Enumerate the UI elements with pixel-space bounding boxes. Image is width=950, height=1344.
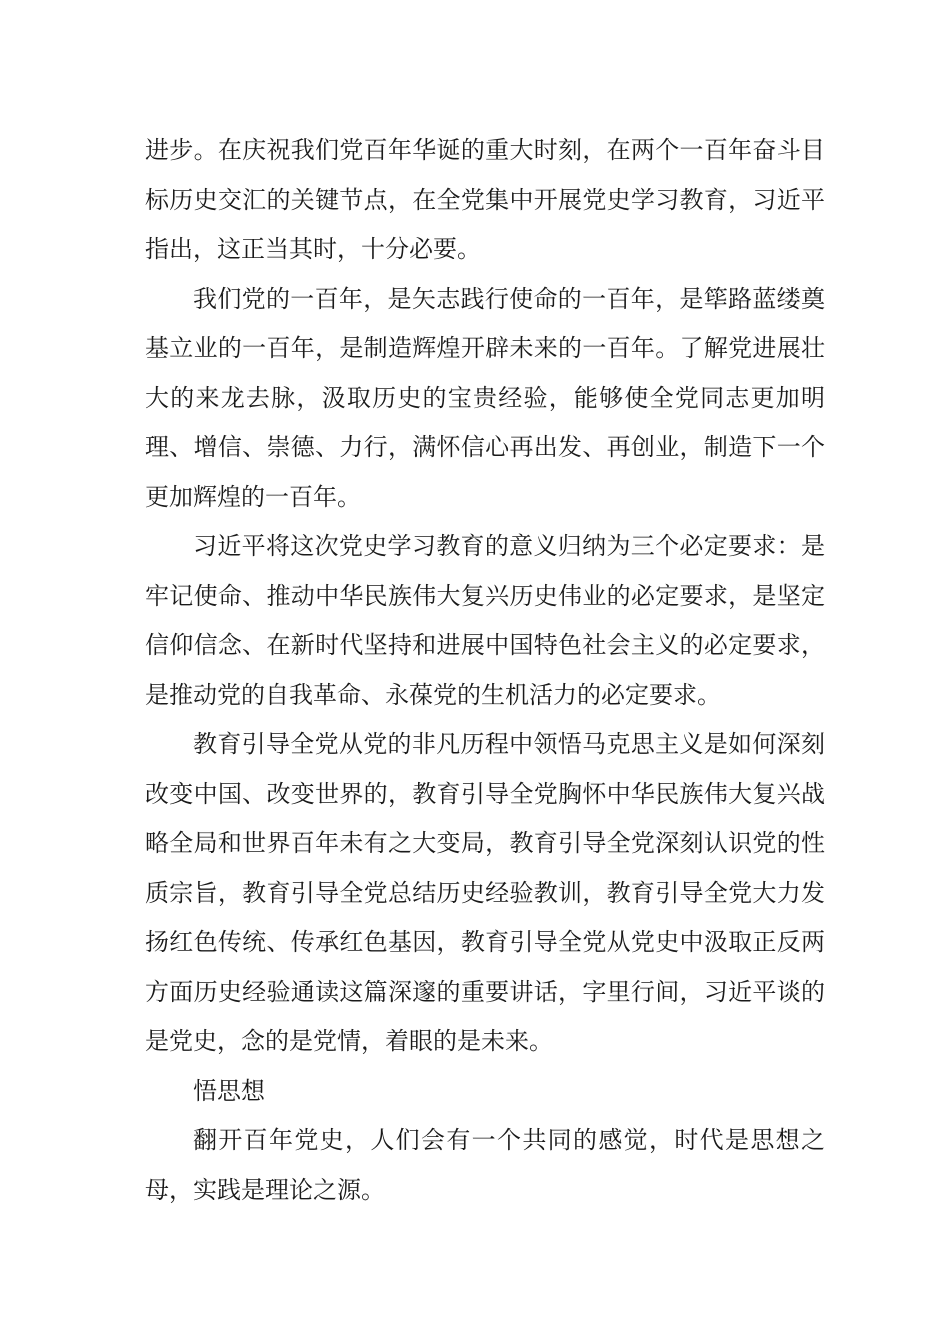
paragraph-1: 进步。在庆祝我们党百年华诞的重大时刻，在两个一百年奋斗目标历史交汇的关键节点，在全党集中开展党史学习教育，习近平指出，这正当其时，十分必要。 [145, 136, 825, 263]
paragraph-5: 翻开百年党史，人们会有一个共同的感觉，时代是思想之母，实践是理论之源。 [145, 1126, 825, 1204]
section-heading: 悟思想 [193, 1076, 265, 1105]
document-body [145, 126, 825, 1215]
paragraph-4: 教育引导全党从党的非凡历程中领悟马克思主义是如何深刻改变中国、改变世界的，教育引导全党胸怀中华民族伟大复兴战略全局和世界百年未有之大变局，教育引导全党深刻认识党的性质宗旨，教育引导全党总结历史经验教训，教育引导全党大力发扬红色传统、传承红色基因，教育引导全党从党史中汲取正反两方面历史经验通读这篇深邃的重要讲话，字里行间，习近平谈的是党史，念的是党情，着眼的是未来。 [145, 730, 825, 1055]
paragraph-3: 习近平将这次党史学习教育的意义归纳为三个必定要求：是牢记使命、推动中华民族伟大复兴历史伟业的必定要求，是坚定信仰信念、在新时代坚持和进展中国特色社会主义的必定要求，是推动党的自我革命、永葆党的生机活力的必定要求。 [145, 532, 825, 709]
paragraph-2: 我们党的一百年，是矢志践行使命的一百年，是筚路蓝缕奠基立业的一百年，是制造辉煌开辟未来的一百年。了解党进展壮大的来龙去脉，汲取历史的宝贵经验，能够使全党同志更加明理、增信、崇德、力行，满怀信心再出发、再创业，制造下一个更加辉煌的一百年。 [145, 284, 825, 511]
